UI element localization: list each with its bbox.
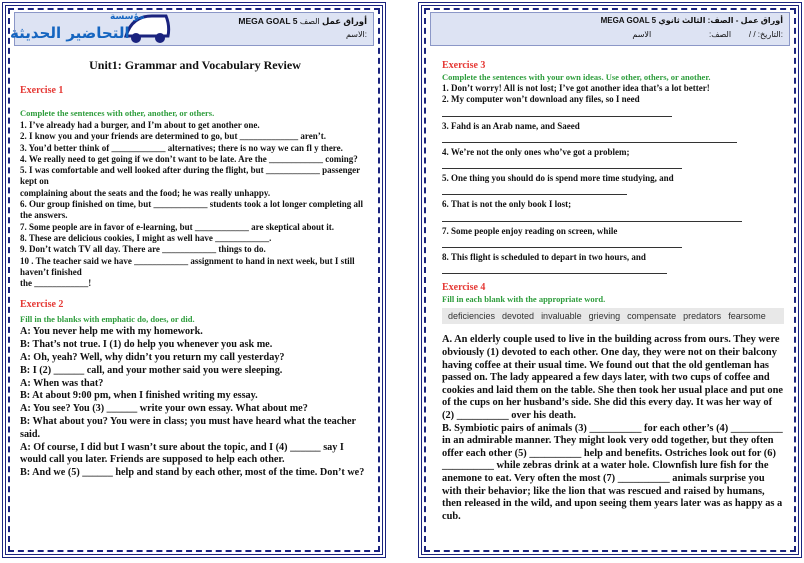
right-header-line2: [632, 30, 783, 39]
exercise-1-item: 8. These are delicious cookies, I might as well have ____________.: [20, 232, 272, 243]
exercise-3-title: Exercise 3: [442, 60, 486, 71]
word-bank-item: deficiencies: [448, 311, 496, 322]
exercise-1-item: the ____________!: [20, 278, 92, 289]
left-header-name: الاسم:: [345, 30, 367, 39]
dialogue-line: B: At about 9:00 pm, when I finished writing my essay.: [20, 390, 258, 402]
date-field-label: التاريخ: / /: [748, 30, 781, 39]
exercise-1-item: 9. Don’t watch TV all day. There are ____________ things to do.: [20, 244, 266, 255]
paragraph-b: B. Symbiotic pairs of animals (3) __________ for each other’s (4) __________ in an admirable manner. They might look very odd together, but they often offer each other (5) __________ help and benefits. Ostriches look out for (6) __________ while zebras drink at a water hole. Clownfish lure fish for the anemone to eat. Very often the most (7) __________ animals surprise you with their behavior; like the lion that was rescued and raised by humans, then released in the wild, and upon seeing them years later was as happy as a cub.: [442, 422, 783, 522]
answer-line[interactable]: [442, 132, 737, 143]
exercise-3-item: 8. This flight is scheduled to depart in two hours, and: [442, 252, 646, 263]
left-page: [2, 2, 386, 558]
dialogue-line: A: You never help me with my homework.: [20, 326, 203, 338]
exercise-1-item: 2. I know you and your friends are determined to go, but _____________ aren’t.: [20, 131, 327, 142]
exercise-1-instructions: Complete the sentences with other, another, or others.: [20, 108, 215, 118]
right-page: [418, 2, 802, 558]
left-header-line1: MEGA GOAL 5 أوراق عمل الصف: [238, 16, 367, 26]
exercise-2-title: Exercise 2: [20, 299, 64, 311]
paragraph-a: A. An elderly couple used to live in the building across from ours. They were obviously (1) devoted to each other. One day, they were not on their balcony having coffee at their usual time. We found out that the old gentleman has passed on. The lady appeared a few days later, with two cups of coffee and cookies and laid them on the table. She then took her usual place and put one of the cups on her husband’s side. She did this every day. It was her way of (2) __________ over his death.: [442, 334, 784, 421]
exercise-1-item: 6. Our group finished on time, but ____________ students took a lot longer completing all the answers.: [20, 199, 364, 221]
dialogue-line: B: That’s not true. I (1) do help you whenever you ask me.: [20, 339, 273, 351]
logo-main-text: التحاضير الحديثة: [10, 24, 130, 42]
dialogue-line: A: Of course, I did but I wasn’t sure about the topic, and I (4) ______ say I would call you later. Friends are supposed to help each other.: [20, 441, 344, 466]
exercise-1-item: 3. You’d better think of ____________ alternatives; there is no way we can fl y there.: [20, 142, 343, 153]
exercise-3-item: 1. Don’t worry! All is not lost; I’ve got another idea that’s a lot better!: [442, 83, 710, 93]
exercise-2-instructions: Fill in the blanks with emphatic do, does, or did.: [20, 314, 195, 325]
exercise-3-item: 7. Some people enjoy reading on screen, while: [442, 225, 618, 236]
exercise-1-title: Exercise 1: [20, 85, 64, 96]
dialogue-line: A: You see? You (3) ______ write your own essay. What about me?: [20, 403, 308, 415]
class-field-label: الصف:: [708, 30, 732, 39]
right-header-line1: MEGA GOAL 5 أوراق عمل - الصف: الثالث ثانوي: [600, 16, 783, 25]
word-bank-item: fearsome: [728, 311, 766, 322]
exercise-3-item: 4. We’re not the only ones who’ve got a problem;: [442, 146, 630, 157]
exercise-4-instructions: Fill in each blank with the appropriate word.: [442, 294, 606, 305]
logo-top-text: مؤسسة: [110, 12, 145, 22]
logo: [10, 6, 180, 50]
answer-line[interactable]: [442, 237, 682, 248]
exercise-3-item: 3. Fahd is an Arab name, and Saeed: [442, 120, 580, 131]
exercise-1-item: complaining about the seats and the food; he was really unhappy.: [20, 187, 271, 198]
page-title: Unit1: Grammar and Vocabulary Review: [89, 58, 301, 72]
exercise-3-item: 6. That is not the only book I lost;: [442, 199, 572, 210]
dialogue-line: B: What about you? You were in class; you must have heard what the teacher said.: [20, 416, 356, 440]
exercise-3-instructions: Complete the sentences with your own ideas. Use other, others, or another.: [442, 72, 711, 82]
word-bank-item: grieving: [588, 311, 621, 322]
word-bank-item: devoted: [502, 311, 535, 322]
exercise-1-item: 5. I was comfortable and well looked after during the flight, but ____________ passenger kept on: [20, 165, 360, 187]
answer-line[interactable]: [442, 184, 627, 195]
dialogue-line: B: And we (5) ______ help and stand by each other, most of the time. Don’t we?: [20, 467, 365, 479]
exercise-4-title: Exercise 4: [442, 282, 486, 294]
answer-line[interactable]: [442, 158, 682, 169]
answer-line[interactable]: [442, 263, 667, 274]
exercise-1-item: 4. We really need to get going if we don’t want to be late. Are the ____________ coming?: [20, 153, 358, 164]
dialogue-line: A: Oh, yeah? Well, why didn’t you return my call yesterday?: [20, 352, 285, 364]
exercise-1-item: 7. Some people are in favor of e-learning, but ____________ are skeptical about it.: [20, 221, 334, 232]
exercise-1-item: 1. I’ve already had a burger, and I’m about to get another one.: [20, 120, 260, 130]
answer-line[interactable]: [442, 211, 742, 222]
exercise-3-item: 2. My computer won’t download any files, so I need: [442, 94, 640, 105]
word-bank-item: predators: [683, 311, 722, 322]
word-bank-item: invaluable: [541, 311, 582, 322]
word-bank: [442, 308, 784, 324]
exercise-3-item: 5. One thing you should do is spend more time studying, and: [442, 173, 674, 184]
word-bank-item: compensate: [627, 311, 677, 322]
dialogue-line: B: I (2) ______ call, and your mother said you were sleeping.: [20, 364, 283, 376]
exercise-1-item: 10 . The teacher said we have ____________ assignment to hand in next week, but I still haven’t finished: [20, 255, 355, 277]
dialogue-line: A: When was that?: [20, 377, 104, 389]
right-header: [430, 12, 790, 46]
name-field-label: الاسم:: [632, 30, 783, 39]
answer-line[interactable]: [442, 106, 672, 117]
